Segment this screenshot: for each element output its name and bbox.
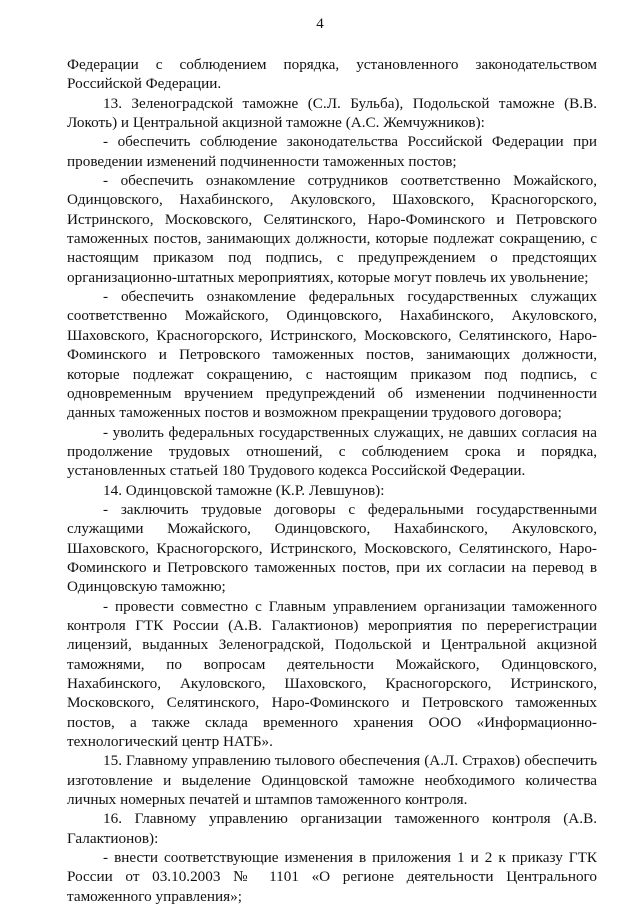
paragraph-13-point-3: - обеспечить ознакомление федеральных государственных служащих соответственно Можайского, Одинцовского, Нахабинского, Акуловского, Шаховского, Красногорского, Истринского, Московского, Селятинского, Наро-Фоминского и Петровского таможенных постов, занимающих должности, которые подлежат сокращению, с настоящим приказом под подпись, с одновременным вручением предупреждений об изменении подчиненности данных таможенных постов и возможном прекращении трудового договора; <box>67 288 597 422</box>
paragraph-item-13: 13. Зеленоградской таможне (С.Л. Бульба), Подольской таможне (В.В. Локоть) и Центральной акцизной таможне (А.С. Жемчужников): <box>67 94 597 132</box>
paragraph-16-point-1: - внести соответствующие изменения в приложения 1 и 2 к приказу ГТК России от 03.10.2003 № 1101 «О регионе деятельности Центрального таможенного управления»; <box>67 849 597 905</box>
paragraph-14-point-2: - провести совместно с Главным управлением организации таможенного контроля ГТК России (А.В. Галактионов) мероприятия по перерегистрации лицензий, выданных Зеленоградской, Подольской и Центральной акцизной таможнями, по вопросам деятельности Можайского, Одинцовского, Нахабинского, Акуловского, Шаховского, Красногорского, Истринского, Московского, Селятинского, Наро-Фоминского и Петровского таможенных постов, а также склада временного хранения ООО «Информационно-технологический центр НАТБ». <box>67 597 597 751</box>
paragraph-continuation: Федерации с соблюдением порядка, установленного законодательством Российской Федерации. <box>67 56 597 93</box>
paragraph-item-16: 16. Главному управлению организации таможенного контроля (А.В. Галактионов): <box>67 810 597 847</box>
paragraph-14-point-1: - заключить трудовые договоры с федеральными государственными служащими Можайского, Одинцовского, Нахабинского, Акуловского, Шаховского, Красногорского, Истринского, Московского, Селятинского, Наро-Фоминского и Петровского таможенных постов, при их согласии на перевод в Одинцовскую таможню; <box>67 500 597 596</box>
document-body <box>67 55 597 906</box>
paragraph-13-point-4: - уволить федеральных государственных служащих, не давших согласия на продолжение трудовых отношений, с соблюдением срока и порядка, установленных статьей 180 Трудового кодекса Российской Федерации. <box>67 423 597 480</box>
paragraph-13-point-1: - обеспечить соблюдение законодательства Российской Федерации при проведении изменений подчиненности таможенных постов; <box>67 133 597 170</box>
paragraph-13-point-2: - обеспечить ознакомление сотрудников соответственно Можайского, Одинцовского, Нахабинского, Акуловского, Шаховского, Красногорского, Истринского, Московского, Селятинского, Наро-Фоминского и Петровского таможенных постов, занимающих должности, которые подлежат сокращению, с настоящим приказом под подпись, с предупреждением о предстоящих организационно-штатных мероприятиях, которые могут повлечь их увольнение; <box>67 172 597 286</box>
page-number: 4 <box>316 16 324 32</box>
paragraph-item-15: 15. Главному управлению тылового обеспечения (А.Л. Страхов) обеспечить изготовление и выделение Одинцовской таможне необходимого количества личных номерных печатей и штампов таможенного контроля. <box>67 752 597 809</box>
paragraph-item-14: 14. Одинцовской таможне (К.Р. Левшунов): <box>103 481 385 499</box>
